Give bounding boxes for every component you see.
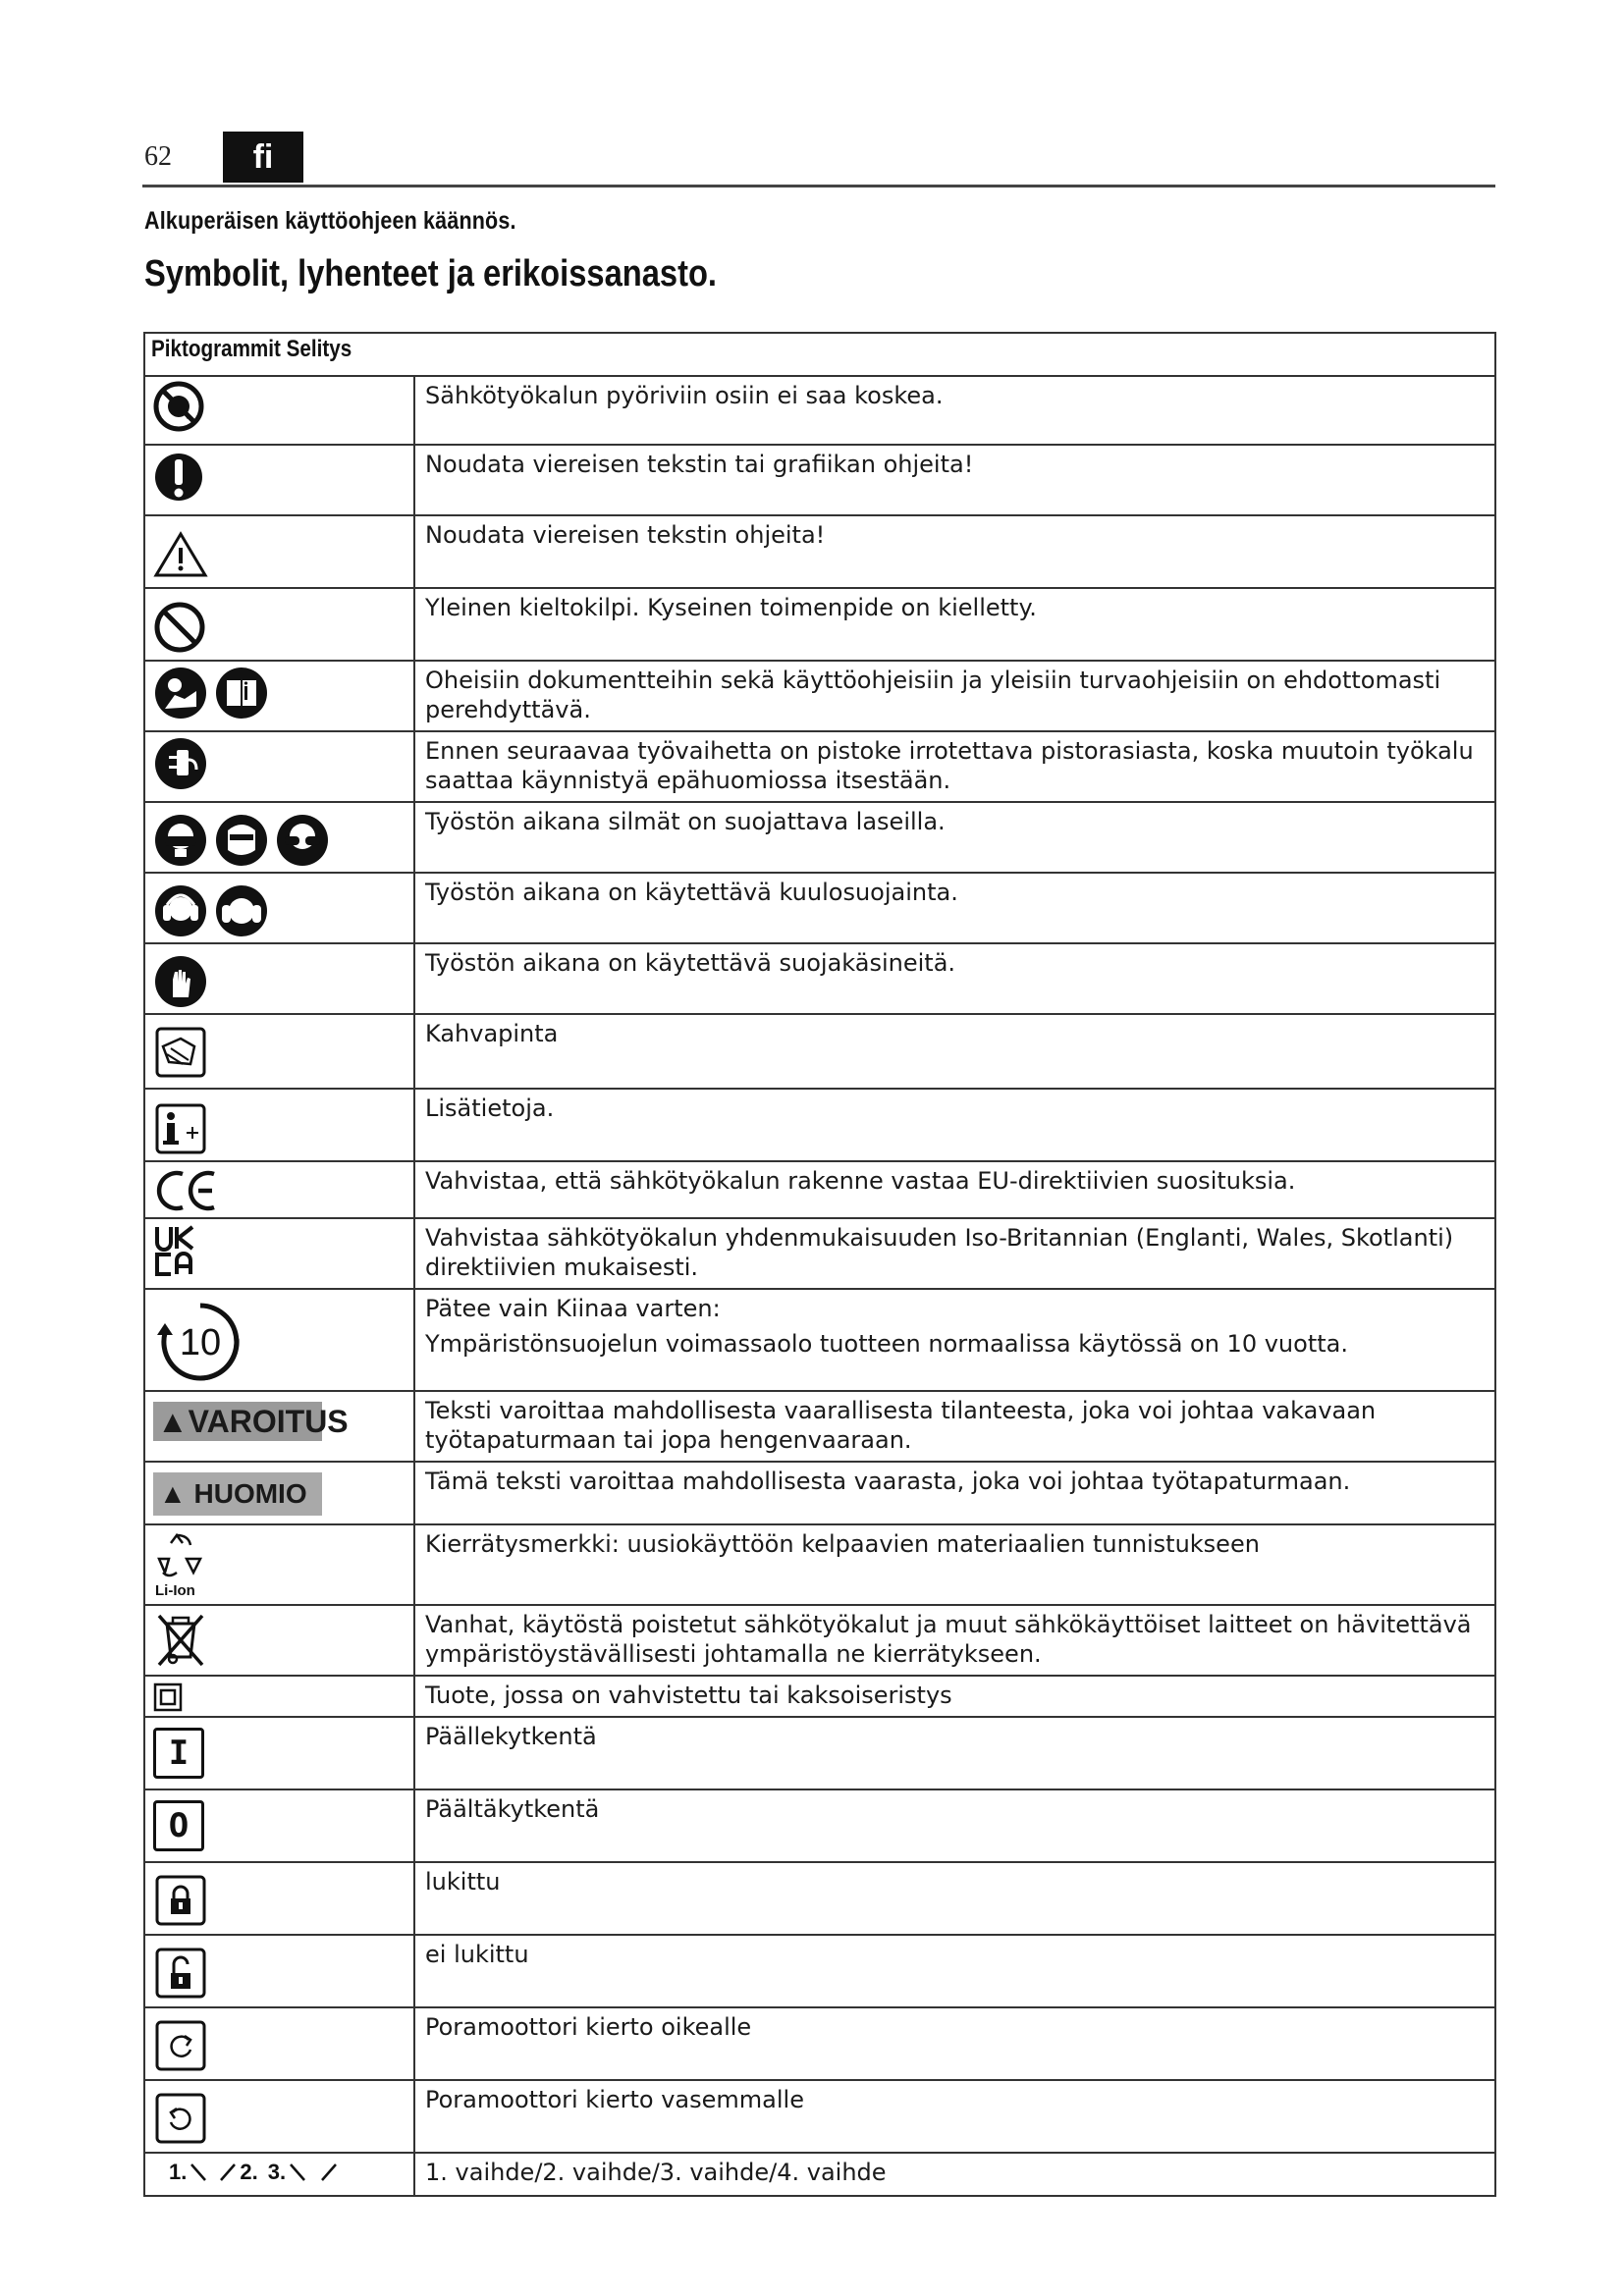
li-ion-label: Li-Ion — [155, 1582, 195, 1599]
gloves-icon — [153, 954, 208, 1009]
recycling-arrows-icon — [153, 1529, 208, 1584]
table-row — [144, 1014, 1495, 1089]
row-text-line: Päällekytkentä — [425, 1723, 597, 1750]
ce-mark-icon — [153, 1168, 224, 1213]
warning-triangle-icon: ▲ — [157, 1404, 189, 1439]
table-row — [144, 873, 1495, 943]
row-text-line: ympäristöystävällisesti johtamalla ne kierrätykseen. — [425, 1640, 1042, 1668]
china-10-years-icon — [153, 1298, 247, 1386]
table-header-row — [144, 333, 1495, 376]
row-text-line: saattaa käynnistyä epähuomiossa itsestään. — [425, 767, 951, 794]
grip-surface-icon — [153, 1025, 208, 1080]
table-row — [144, 1605, 1495, 1676]
gear-2-icon — [218, 2162, 238, 2183]
row-text-line: Teksti varoittaa mahdollisesta vaarallisesta tilanteesta, joka voi johtaa vakavaan — [425, 1397, 1377, 1424]
table-row — [144, 2007, 1495, 2080]
manual-book-icon — [214, 666, 269, 721]
row-text-line: Tämä teksti varoittaa mahdollisesta vaarasta, joka voi johtaa työtapaturmaan. — [425, 1468, 1351, 1495]
row-text-line: Ennen seuraavaa työvaihetta on pistoke irrotettava pistorasiasta, koska muutoin työkalu — [425, 737, 1474, 765]
row-text-line: Poramoottori kierto oikealle — [425, 2013, 752, 2041]
ear-muffs-icon — [214, 883, 269, 938]
row-text-line: Ympäristönsuojelun voimassaolo tuotteen normaalissa käytössä on 10 vuotta. — [425, 1330, 1348, 1358]
table-row — [144, 1935, 1495, 2007]
table-row — [144, 1089, 1495, 1161]
gear-selector-icon — [153, 2160, 406, 2185]
table-row — [144, 1289, 1495, 1391]
gear-label: 3. — [267, 2160, 287, 2184]
table-row — [144, 661, 1495, 731]
huomio-label: ▲ HUOMIO — [153, 1472, 322, 1516]
gear-label: 1. — [169, 2160, 188, 2184]
page-header — [142, 132, 1495, 187]
table-row — [144, 376, 1495, 445]
row-text-line: Päältäkytkentä — [425, 1795, 600, 1823]
locked-icon — [153, 1873, 208, 1928]
gear-4-icon — [319, 2162, 339, 2183]
language-tag: fi — [223, 132, 303, 183]
double-insulation-icon — [153, 1682, 183, 1712]
row-text-line: Kahvapinta — [425, 1020, 559, 1047]
safety-glasses-icon — [275, 813, 330, 868]
table-row — [144, 1524, 1495, 1605]
table-row — [144, 1789, 1495, 1862]
table-row — [144, 1462, 1495, 1524]
gear-1-icon — [189, 2162, 208, 2183]
document-subtitle: Alkuperäisen käyttöohjeen käännös. — [144, 207, 516, 235]
no-touch-rotating-parts-icon — [153, 381, 204, 432]
table-row — [144, 445, 1495, 515]
face-shield-icon — [214, 813, 269, 868]
eye-protection-icon — [153, 813, 208, 868]
row-text-line: Lisätietoja. — [425, 1095, 555, 1122]
rotation-left-icon — [153, 2091, 208, 2146]
row-text-line: Kierrätysmerkki: uusiokäyttöön kelpaavien materiaalien tunnistukseen — [425, 1530, 1260, 1558]
unlocked-icon — [153, 1946, 208, 2001]
row-text-line: direktiivien mukaisesti. — [425, 1254, 699, 1281]
row-text-line: Pätee vain Kiinaa varten: — [425, 1295, 721, 1322]
crossed-bin-icon — [153, 1610, 208, 1669]
table-row — [144, 515, 1495, 588]
row-text-line: Työstön aikana on käytettävä suojakäsineitä. — [425, 949, 956, 977]
row-text-line: Työstön aikana silmät on suojattava laseilla. — [425, 808, 946, 835]
page-title: Symbolit, lyhenteet ja erikoissanasto. — [144, 253, 717, 294]
gear-label: 2. — [240, 2160, 258, 2184]
page-number: 62 — [144, 141, 172, 172]
table-row — [144, 1717, 1495, 1789]
table-row — [144, 1862, 1495, 1935]
row-text-line: Yleinen kieltokilpi. Kyseinen toimenpide on kielletty. — [425, 594, 1037, 621]
mandatory-exclamation-icon — [153, 450, 204, 505]
row-text-line: Oheisiin dokumentteihin sekä käyttöohjeisiin ja yleisiin turvaohjeisiin on ehdottomasti — [425, 667, 1441, 694]
ear-protection-icon — [153, 883, 208, 938]
table-row — [144, 802, 1495, 873]
read-manual-icon — [153, 666, 208, 721]
info-icon — [153, 1101, 208, 1156]
unplug-icon — [153, 736, 208, 791]
svg-text:10: 10 — [179, 1322, 222, 1363]
table-row — [144, 1391, 1495, 1462]
table-row — [144, 1676, 1495, 1717]
switch-off-icon: O — [153, 1800, 204, 1851]
row-text-line: Vanhat, käytöstä poistetut sähkötyökalut ja muut sähkökäyttöiset laitteet on hävitettävä — [425, 1611, 1472, 1638]
row-text-line: ei lukittu — [425, 1941, 529, 1968]
gear-3-icon — [288, 2162, 307, 2183]
table-row — [144, 1218, 1495, 1289]
varoitus-label: ▲VAROITUS — [153, 1402, 322, 1441]
row-text-line: Tuote, jossa on vahvistettu tai kaksoiseristys — [425, 1682, 952, 1709]
column-header: Piktogrammit Selitys — [151, 336, 352, 362]
table-row — [144, 1161, 1495, 1218]
row-text-line: Vahvistaa sähkötyökalun yhdenmukaisuuden Iso-Britannian (Englanti, Wales, Skotlanti) — [425, 1224, 1454, 1252]
row-text-line: 1. vaihde/2. vaihde/3. vaihde/4. vaihde — [425, 2159, 887, 2186]
row-text-line: Työstön aikana on käytettävä kuulosuojainta. — [425, 879, 958, 906]
prohibition-sign-icon — [153, 601, 206, 654]
table-row — [144, 2080, 1495, 2153]
table-row — [144, 943, 1495, 1014]
ukca-mark-icon — [153, 1223, 196, 1278]
rotation-right-icon — [153, 2018, 208, 2073]
table-row — [144, 2153, 1495, 2196]
recycling-li-ion-icon — [153, 1529, 212, 1600]
table-row — [144, 588, 1495, 661]
row-text-line: Poramoottori kierto vasemmalle — [425, 2086, 804, 2113]
switch-on-icon: I — [153, 1728, 204, 1779]
row-text-line: Sähkötyökalun pyöriviin osiin ei saa koskea. — [425, 382, 944, 409]
table-row — [144, 731, 1495, 802]
row-text-line: lukittu — [425, 1868, 501, 1896]
row-text-line: työtapaturmaan tai jopa hengenvaaraan. — [425, 1426, 912, 1454]
row-text-line: Noudata viereisen tekstin tai grafiikan ohjeita! — [425, 451, 974, 478]
warning-triangle-icon: ▲ — [159, 1478, 194, 1509]
row-text-line: Noudata viereisen tekstin ohjeita! — [425, 521, 826, 549]
row-text-line: Vahvistaa, että sähkötyökalun rakenne vastaa EU-direktiivien suosituksia. — [425, 1167, 1296, 1195]
symbols-table — [143, 332, 1496, 2197]
warning-triangle-icon — [153, 530, 208, 579]
row-text-line: perehdyttävä. — [425, 696, 591, 723]
